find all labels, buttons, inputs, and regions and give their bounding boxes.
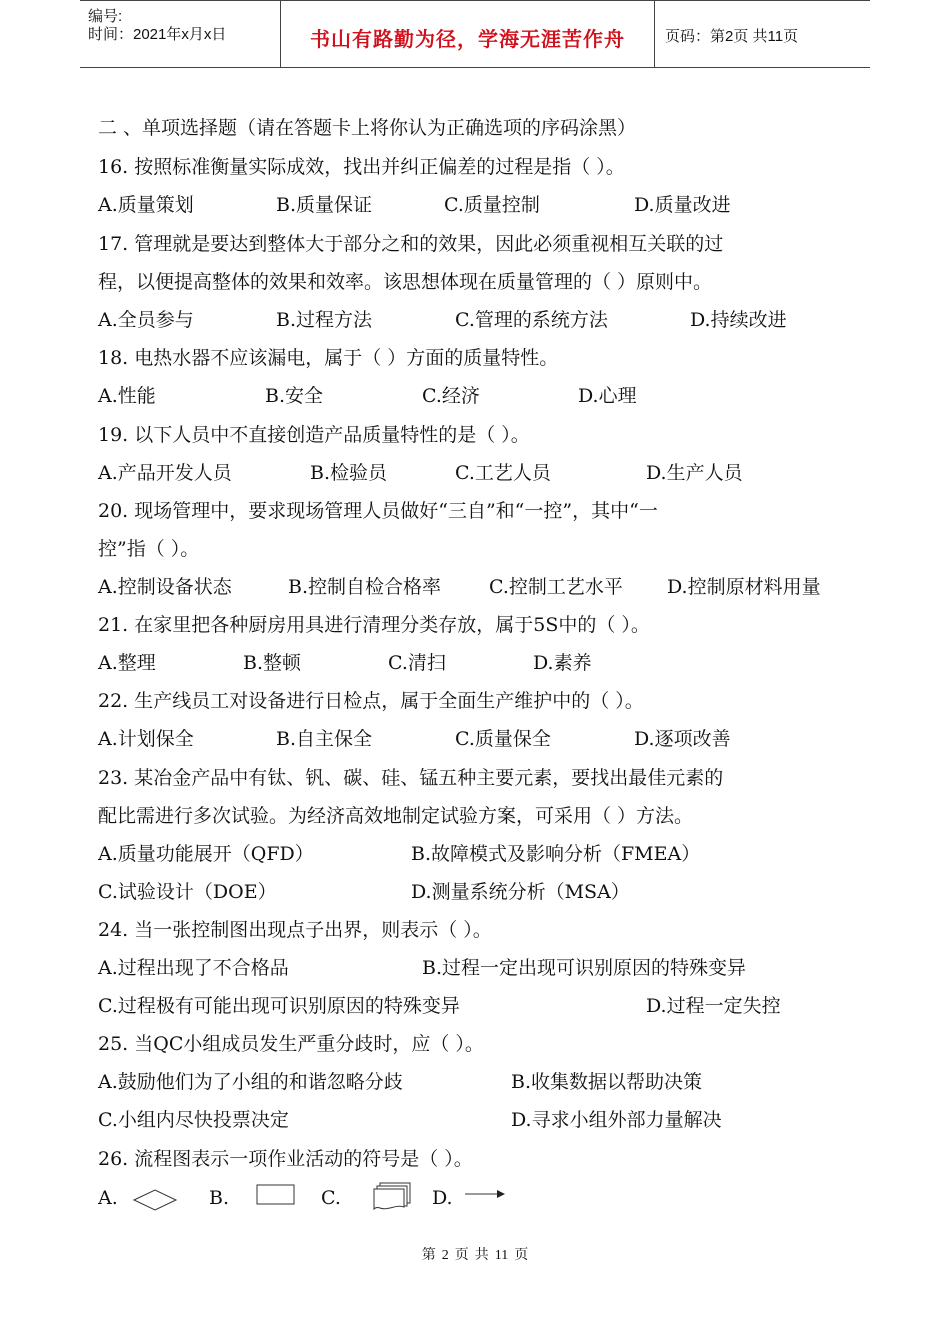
q26-option-c: C. [321, 1187, 341, 1209]
motto: 书山有路勤为径，学海无涯苦作舟 [310, 27, 625, 51]
q17-option-c: C.管理的系统方法 [455, 309, 608, 331]
q20-option-d: D.控制原材料用量 [667, 576, 821, 598]
q18-option-d: D.心理 [578, 385, 637, 407]
q23-option-b: B.故障模式及影响分析（FMEA） [411, 843, 701, 865]
footer-text: 第 [421, 1248, 436, 1263]
footer-text: 页 [454, 1248, 469, 1263]
q21-option-d: D.素养 [533, 652, 592, 674]
q25-option-a: A.鼓励他们为了小组的和谐忽略分歧 [98, 1071, 403, 1093]
question-17-line-1: 17. 管理就是要达到整体大于部分之和的效果，因此必须重视相互关联的过 [98, 233, 724, 255]
question-18: 18. 电热水器不应该漏电，属于（ ）方面的质量特性。 [98, 347, 559, 369]
page-number-label: 页码：第2页 共11页 [665, 28, 799, 45]
diamond-icon [132, 1188, 178, 1212]
footer-total-pages: 11 [494, 1248, 509, 1263]
q26-option-b: B. [209, 1187, 230, 1209]
question-19: 19. 以下人员中不直接创造产品质量特性的是（ ）。 [98, 424, 530, 446]
q18-option-a: A.性能 [98, 385, 156, 407]
q17-option-d: D.持续改进 [690, 309, 787, 331]
header-page-cell [655, 1, 870, 67]
q26-option-d: D. [432, 1187, 453, 1209]
multi-document-icon [372, 1182, 412, 1212]
q25-option-c: C.小组内尽快投票决定 [98, 1109, 289, 1131]
q20-option-c: C.控制工艺水平 [489, 576, 623, 598]
q24-option-c: C.过程极有可能出现可识别原因的特殊变异 [98, 995, 460, 1017]
q22-option-d: D.逐项改善 [634, 728, 731, 750]
time-label: 时间：2021年x月x日 [88, 26, 227, 43]
question-16: 16. 按照标准衡量实际成效，找出并纠正偏差的过程是指（ ）。 [98, 156, 625, 178]
q22-option-a: A.计划保全 [98, 728, 194, 750]
q17-option-b: B.过程方法 [276, 309, 373, 331]
q16-option-d: D.质量改进 [634, 194, 731, 216]
q20-option-b: B.控制自检合格率 [288, 576, 442, 598]
header-info-cell [80, 1, 281, 67]
q18-option-b: B.安全 [265, 385, 324, 407]
header-motto-cell [281, 1, 655, 67]
q21-option-c: C.清扫 [388, 652, 446, 674]
footer-page-number: 2 [441, 1248, 449, 1263]
q17-option-a: A.全员参与 [98, 309, 194, 331]
q25-option-b: B.收集数据以帮助决策 [511, 1071, 703, 1093]
q19-option-a: A.产品开发人员 [98, 462, 232, 484]
q24-option-d: D.过程一定失控 [646, 995, 781, 1017]
q23-option-a: A.质量功能展开（QFD） [98, 843, 314, 865]
question-23-line-2: 配比需进行多次试验。为经济高效地制定试验方案，可采用（ ）方法。 [98, 805, 694, 827]
q24-option-b: B.过程一定出现可识别原因的特殊变异 [422, 957, 747, 979]
rectangle-icon [256, 1184, 296, 1206]
q26-option-a: A. [98, 1187, 118, 1209]
q23-option-d: D.测量系统分析（MSA） [411, 881, 630, 903]
q21-option-a: A.整理 [98, 652, 156, 674]
question-26: 26. 流程图表示一项作业活动的符号是（ ）。 [98, 1148, 473, 1170]
q18-option-c: C.经济 [422, 385, 480, 407]
q19-option-b: B.检验员 [310, 462, 388, 484]
q16-option-b: B.质量保证 [276, 194, 373, 216]
q22-option-c: C.质量保全 [455, 728, 551, 750]
q21-option-b: B.整顿 [243, 652, 302, 674]
q16-option-c: C.质量控制 [444, 194, 540, 216]
question-20-line-2: 控”指（ ）。 [98, 538, 200, 560]
q19-option-d: D.生产人员 [646, 462, 743, 484]
question-25: 25. 当QC小组成员发生严重分歧时，应（ ）。 [98, 1033, 484, 1055]
number-label: 编号: [88, 8, 123, 25]
arrow-icon [464, 1187, 506, 1201]
page-header [80, 0, 870, 68]
page-footer [0, 1244, 950, 1264]
question-20-line-1: 20. 现场管理中，要求现场管理人员做好“三自”和“一控”，其中“一 [98, 500, 658, 522]
q16-option-a: A.质量策划 [98, 194, 194, 216]
question-17-line-2: 程，以便提高整体的效果和效率。该思想体现在质量管理的（ ）原则中。 [98, 271, 713, 293]
q19-option-c: C.工艺人员 [455, 462, 551, 484]
question-23-line-1: 23. 某冶金产品中有钛、钒、碳、硅、锰五种主要元素，要找出最佳元素的 [98, 767, 724, 789]
question-21: 21. 在家里把各种厨房用具进行清理分类存放，属于5S中的（ ）。 [98, 614, 650, 636]
footer-text: 页 [514, 1248, 529, 1263]
footer-text: 共 [474, 1248, 489, 1263]
q25-option-d: D.寻求小组外部力量解决 [511, 1109, 722, 1131]
q23-option-c: C.试验设计（DOE） [98, 881, 277, 903]
q20-option-a: A.控制设备状态 [98, 576, 232, 598]
question-24: 24. 当一张控制图出现点子出界，则表示（ ）。 [98, 919, 492, 941]
question-22: 22. 生产线员工对设备进行日检点，属于全面生产维护中的（ ）。 [98, 690, 644, 712]
q24-option-a: A.过程出现了不合格品 [98, 957, 289, 979]
q22-option-b: B.自主保全 [276, 728, 373, 750]
section-title: 二 、单项选择题（请在答题卡上将你认为正确选项的序码涂黑） [98, 117, 637, 139]
